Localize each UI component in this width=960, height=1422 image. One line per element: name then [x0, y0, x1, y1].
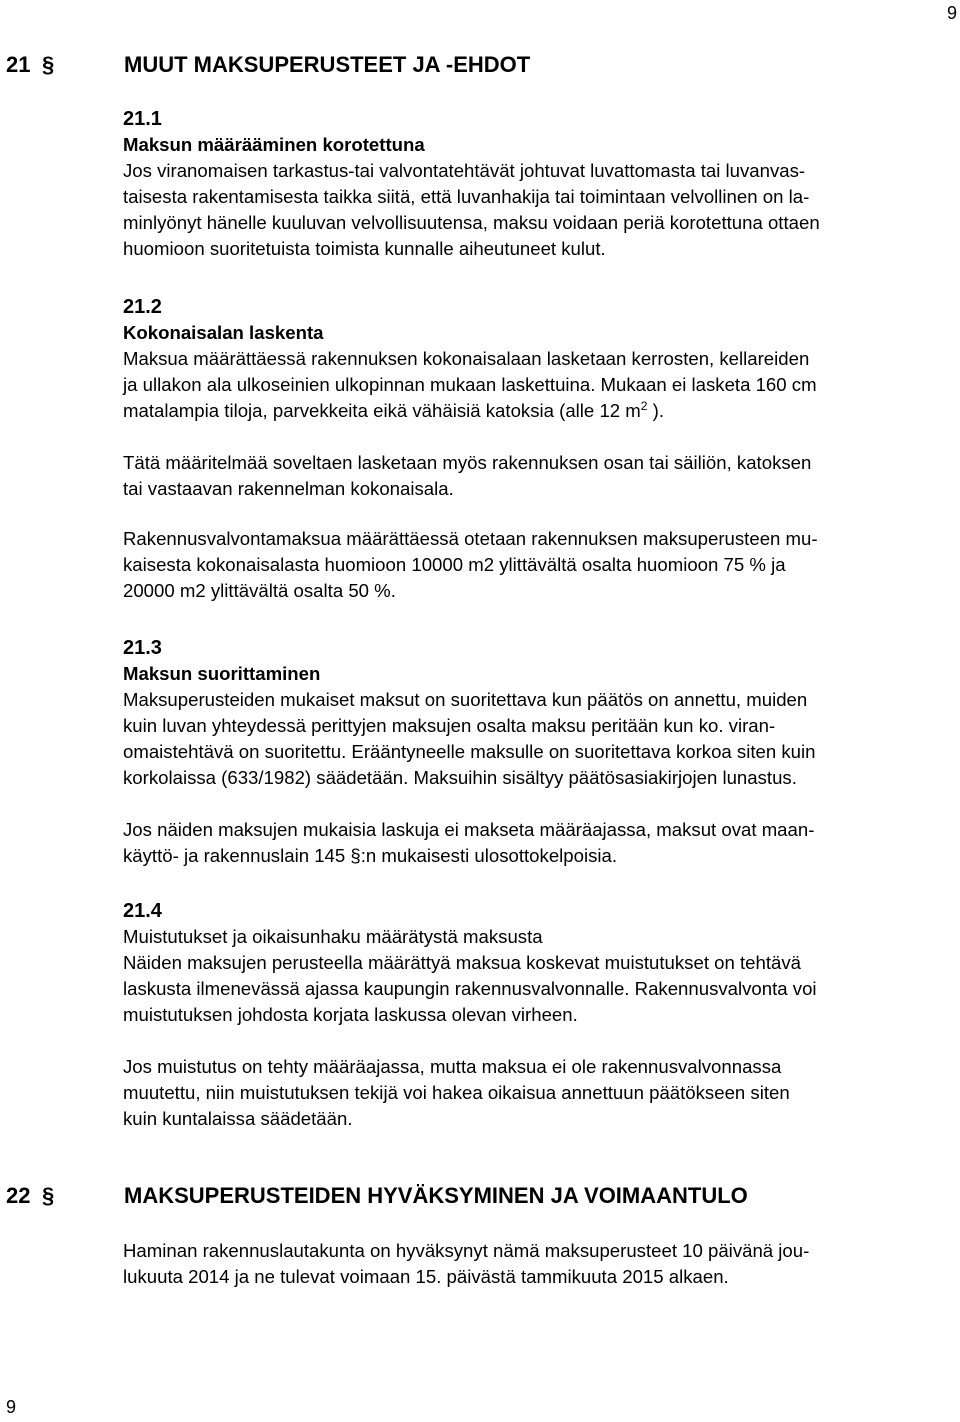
text-line: laskusta ilmenevässä ajassa kaupungin rakennusvalvonnalle. Rakennusvalvonta voi: [123, 978, 817, 999]
text-line: lukuuta 2014 ja ne tulevat voimaan 15. päivästä tammikuuta 2015 alkaen.: [123, 1266, 729, 1287]
text-line: kuin kuntalaissa säädetään.: [123, 1108, 353, 1129]
subsection-title: Muistutukset ja oikaisunhaku määrätystä maksusta: [123, 926, 543, 947]
superscript: 2: [640, 399, 648, 413]
section-title: MUUT MAKSUPERUSTEET JA -EHDOT: [124, 52, 531, 77]
subsection-21-2: [123, 294, 955, 424]
subsection-21-3: [123, 635, 955, 791]
text-line: kuin luvan yhteydessä perittyjen maksujen osalta maksu peritään kun ko. viran-: [123, 715, 776, 736]
subsection-number: 21.3: [123, 637, 162, 659]
subsection-title: Maksun suorittaminen: [123, 663, 321, 684]
section-mark: §: [42, 1183, 55, 1208]
text-line: Jos muistutus on tehty määräajassa, mutta maksua ei ole rakennusvalvonnassa: [123, 1056, 782, 1077]
subsection-21-1: [123, 106, 955, 262]
paragraph: [123, 526, 955, 604]
page-number-top: 9: [946, 3, 957, 23]
text-line: [123, 398, 955, 424]
paragraph: [123, 687, 955, 791]
text-line: Maksua määrättäessä rakennuksen kokonaisalaan lasketaan kerrosten, kellareiden: [123, 348, 810, 369]
paragraph: [123, 817, 955, 869]
section-22-heading: [6, 1182, 748, 1210]
paragraph: [123, 1054, 955, 1132]
text-line: Jos viranomaisen tarkastus-tai valvontatehtävät johtuvat luvattomasta tai luvanvas-: [123, 160, 806, 181]
section-mark: §: [42, 52, 55, 77]
paragraph: [123, 346, 955, 424]
subsection-21-4: [123, 898, 955, 1028]
text-line: huomioon suoritetuista toimista kunnalle aiheutuneet kulut.: [123, 238, 606, 259]
text-segment: ).: [647, 400, 664, 421]
paragraph: [123, 1238, 955, 1290]
text-line: ja ullakon ala ulkoseinien ulkopinnan mukaan laskettuina. Mukaan ei lasketa 160 cm: [123, 374, 817, 395]
section-title: MAKSUPERUSTEIDEN HYVÄKSYMINEN JA VOIMAANTULO: [124, 1183, 748, 1208]
paragraph: [123, 450, 955, 502]
text-line: muistutuksen johdosta korjata laskussa olevan virheen.: [123, 1004, 578, 1025]
text-line: minlyönyt hänelle kuuluvan velvollisuutensa, maksu voidaan periä korotettuna ottaen: [123, 212, 820, 233]
text-line: taisesta rakentamisesta taikka siitä, että luvanhakija tai toimintaan velvollinen on la-: [123, 186, 810, 207]
paragraph: [123, 158, 955, 262]
text-line: Maksuperusteiden mukaiset maksut on suoritettava kun päätös on annettu, muiden: [123, 689, 808, 710]
section-21-heading: [6, 51, 530, 79]
text-line: käyttö- ja rakennuslain 145 §:n mukaisesti ulosottokelpoisia.: [123, 845, 618, 866]
section-number: 22: [6, 1183, 31, 1208]
subsection-title: Kokonaisalan laskenta: [123, 322, 324, 343]
text-line: muutettu, niin muistutuksen tekijä voi hakea oikaisua annettuun päätökseen siten: [123, 1082, 790, 1103]
text-line: Näiden maksujen perusteella määrättyä maksua koskevat muistutukset on tehtävä: [123, 952, 801, 973]
text-line: Jos näiden maksujen mukaisia laskuja ei makseta määräajassa, maksut ovat maan-: [123, 819, 815, 840]
text-line: omaistehtävä on suoritettu. Erääntyneelle maksulle on suoritettava korkoa siten kuin: [123, 741, 816, 762]
text-line: kaisesta kokonaisalasta huomioon 10000 m2 ylittävältä osalta huomioon 75 % ja: [123, 554, 786, 575]
text-segment: matalampia tiloja, parvekkeita eikä vähäisiä katoksia (alle 12 m: [123, 400, 641, 421]
text-line: Tätä määritelmää soveltaen lasketaan myös rakennuksen osan tai säiliön, katoksen: [123, 452, 812, 473]
subsection-title: Maksun määrääminen korotettuna: [123, 134, 425, 155]
section-number: 21: [6, 52, 31, 77]
page-number-bottom: 9: [6, 1397, 17, 1417]
subsection-number: 21.4: [123, 900, 162, 922]
subsection-number: 21.1: [123, 108, 162, 130]
text-line: korkolaissa (633/1982) säädetään. Maksuihin sisältyy päätösasiakirjojen lunastus.: [123, 767, 797, 788]
text-line: tai vastaavan rakennelman kokonaisala.: [123, 478, 454, 499]
text-line: Rakennusvalvontamaksua määrättäessä otetaan rakennuksen maksuperusteen mu-: [123, 528, 818, 549]
text-line: 20000 m2 ylittävältä osalta 50 %.: [123, 580, 396, 601]
subsection-number: 21.2: [123, 296, 162, 318]
text-line: Haminan rakennuslautakunta on hyväksynyt nämä maksuperusteet 10 päivänä jou-: [123, 1240, 810, 1261]
paragraph: [123, 950, 955, 1028]
